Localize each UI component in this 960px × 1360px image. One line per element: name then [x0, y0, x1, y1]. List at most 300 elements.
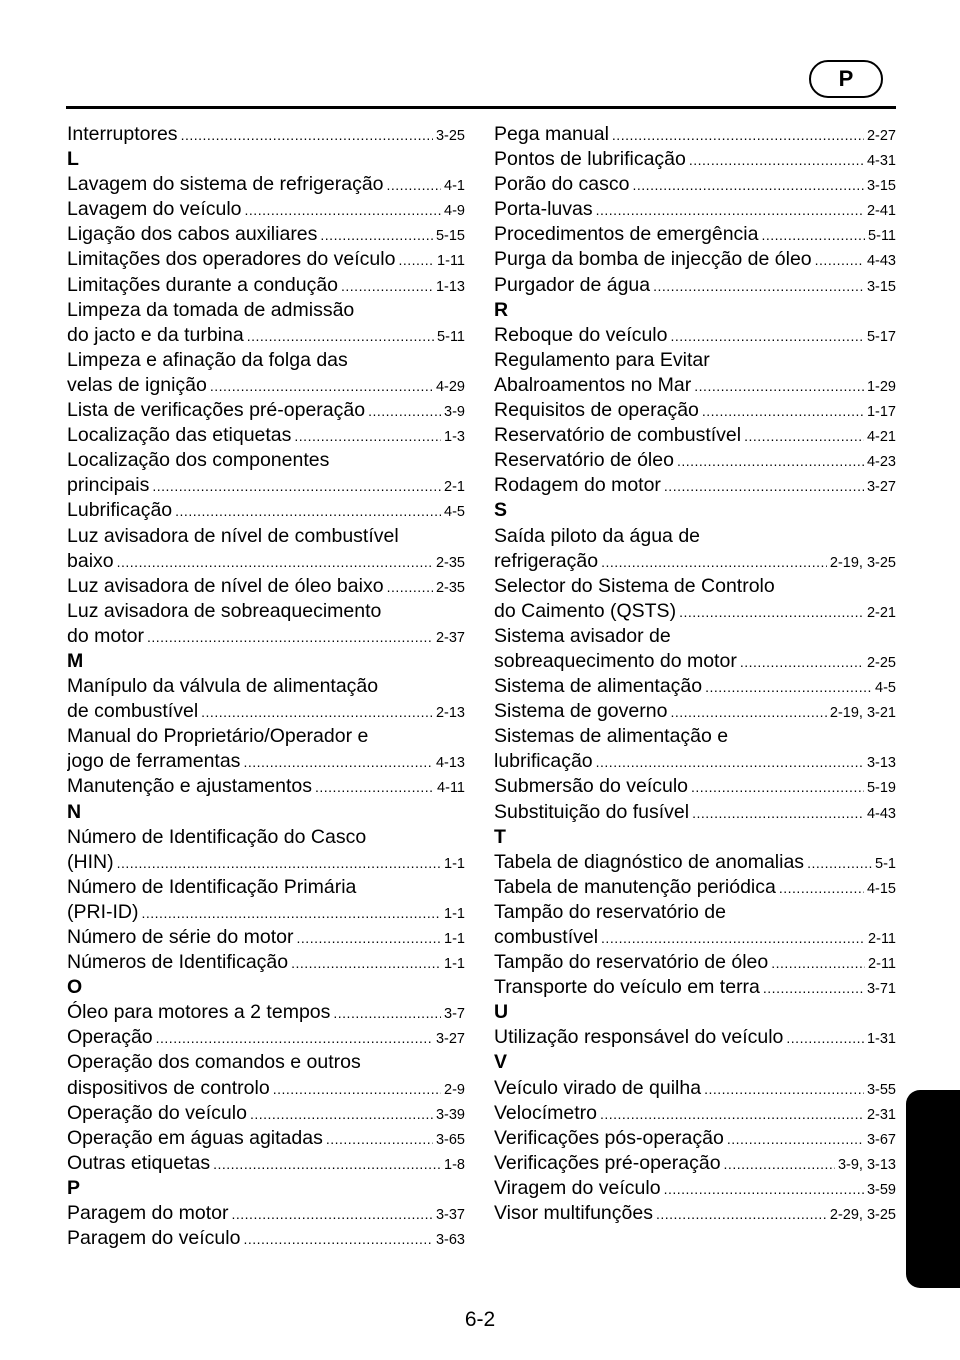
header-divider — [66, 106, 896, 109]
index-entry-text: Saída piloto da água de — [494, 524, 701, 547]
index-entry-text: Lavagem do sistema de refrigeração — [67, 173, 384, 196]
index-entry — [494, 975, 896, 1000]
dot-leader — [181, 123, 433, 147]
index-entry — [67, 1101, 465, 1126]
index-entry-continuation — [67, 524, 465, 549]
index-entry-page: 3-15 — [866, 278, 896, 295]
index-letter: V — [494, 1051, 508, 1074]
index-entry-text: Localização dos componentes — [67, 449, 330, 472]
dot-leader — [250, 1102, 433, 1126]
dot-leader — [600, 1102, 864, 1126]
index-entry-page: 4-1 — [444, 178, 465, 195]
index-entry-page: 1-17 — [866, 404, 896, 421]
dot-leader — [670, 700, 826, 724]
index-entry-page: 3-65 — [435, 1131, 465, 1148]
index-entry-text: Pontos de lubrificação — [494, 148, 686, 171]
dot-leader — [596, 198, 864, 222]
index-entry-page: 4-5 — [444, 504, 465, 521]
index-entry-text: Tabela de manutenção periódica — [494, 875, 776, 898]
index-entry-page: 1-1 — [444, 931, 465, 947]
page-number: 6-2 — [464, 1308, 496, 1331]
dot-leader — [297, 926, 442, 950]
dot-leader — [117, 550, 433, 574]
index-entry-continuation — [494, 624, 896, 649]
index-entry-page: 3-9, 3-13 — [837, 1156, 896, 1173]
index-entry-continuation — [67, 599, 465, 624]
index-entry — [67, 423, 465, 448]
index-entry — [494, 1101, 896, 1126]
index-entry — [67, 1201, 465, 1226]
index-entry — [67, 1025, 465, 1050]
index-entry-page: 2-11 — [868, 956, 896, 973]
index-entry-text: Rodagem do motor — [494, 474, 661, 497]
dot-leader — [245, 198, 442, 222]
index-entry-text: Operação dos comandos e outros — [67, 1051, 361, 1074]
index-entry-text: do jacto e da turbina — [67, 323, 244, 346]
dot-leader — [210, 374, 433, 398]
dot-leader — [727, 1127, 864, 1151]
dot-leader — [633, 173, 864, 197]
index-entry — [494, 850, 896, 875]
index-entry — [67, 950, 465, 975]
index-letter: P — [67, 1176, 81, 1199]
index-entry — [494, 423, 896, 448]
index-entry — [67, 398, 465, 423]
index-entry-continuation — [67, 1050, 465, 1075]
index-entry — [494, 1151, 896, 1176]
index-entry — [494, 172, 896, 197]
index-entry-text: Sistemas de alimentação e — [494, 725, 729, 748]
index-entry — [67, 273, 465, 298]
index-entry-page: 3-25 — [435, 128, 465, 144]
index-entry-text: Lubrificação — [67, 499, 173, 522]
index-entry-text: Sistema de alimentação — [494, 675, 703, 698]
index-entry — [67, 1076, 465, 1101]
index-entry-page: 1-8 — [444, 1156, 465, 1173]
index-entry — [67, 574, 465, 599]
dot-leader — [315, 775, 434, 799]
index-letter-heading — [67, 147, 465, 172]
index-letter: T — [494, 825, 506, 848]
index-entry — [494, 875, 896, 900]
index-entry — [494, 1201, 896, 1226]
index-entry-text: do motor — [67, 624, 144, 647]
index-entry-text: Operação em águas agitadas — [67, 1126, 323, 1149]
index-entry-text: Manípulo da válvula de alimentação — [67, 675, 379, 698]
index-entry-page: 1-31 — [866, 1031, 896, 1048]
index-entry-text: lubrificação — [494, 750, 593, 773]
index-entry-text: Purga da bomba de injecção de óleo — [494, 248, 812, 271]
index-column-left — [67, 122, 465, 1251]
dot-leader — [398, 248, 434, 272]
index-entry-text: Submersão do veículo — [494, 775, 689, 798]
index-entry — [67, 850, 465, 875]
index-entry-page: 3-59 — [866, 1181, 896, 1198]
dot-leader — [761, 223, 865, 247]
index-entry-page: 3-71 — [866, 981, 896, 998]
dot-leader — [763, 976, 864, 1000]
index-entry-page: 1-1 — [444, 956, 465, 973]
index-letter-heading — [494, 1050, 896, 1075]
index-entry-page: 3-39 — [435, 1106, 465, 1123]
dot-leader — [243, 750, 433, 774]
index-entry-text: Limpeza da tomada de admissão — [67, 298, 355, 321]
index-entry-continuation — [67, 825, 465, 850]
index-entry-text: Limitações dos operadores do veículo — [67, 248, 396, 271]
dot-leader — [653, 274, 864, 298]
index-entry-page: 2-41 — [866, 203, 896, 220]
index-entry — [67, 122, 465, 147]
index-entry-text: Ligação dos cabos auxiliares — [67, 223, 318, 246]
index-entry — [494, 1076, 896, 1101]
index-letter-heading — [494, 498, 896, 523]
index-entry — [494, 448, 896, 473]
dot-leader — [786, 1026, 864, 1050]
index-entry-page: 2-25 — [866, 654, 896, 671]
index-entry-text: dispositivos de controlo — [67, 1076, 270, 1099]
index-entry-text: Tabela de diagnóstico de anomalias — [494, 850, 805, 873]
dot-leader — [702, 399, 864, 423]
index-entry-page: 1-3 — [444, 429, 465, 446]
index-entry-text: Sistema avisador de — [494, 624, 671, 647]
dot-leader — [294, 424, 441, 448]
index-entry-page: 4-11 — [437, 780, 465, 797]
index-entry-page: 4-15 — [866, 880, 896, 897]
dot-leader — [664, 474, 864, 498]
index-entry — [494, 373, 896, 398]
index-entry — [67, 473, 465, 498]
index-entry — [67, 774, 465, 799]
index-entry-text: Limpeza e afinação da folga das — [67, 348, 348, 371]
index-letter: O — [67, 976, 83, 999]
index-entry-text: Lista de verificações pré-operação — [67, 399, 366, 422]
index-entry-text: Manual do Proprietário/Operador e — [67, 725, 369, 748]
index-entry-page: 3-27 — [866, 479, 896, 496]
dot-leader — [201, 700, 433, 724]
index-entry-continuation — [494, 900, 896, 925]
index-entry-continuation — [67, 298, 465, 323]
index-entry-page: 3-9 — [444, 404, 465, 421]
index-entry-page: 3-63 — [435, 1232, 465, 1249]
index-entry-text: Número de Identificação Primária — [67, 875, 357, 898]
index-entry-text: sobreaquecimento do motor — [494, 649, 737, 672]
index-entry-text: Abalroamentos no Mar — [494, 373, 692, 396]
dot-leader — [779, 876, 864, 900]
index-entry — [67, 699, 465, 724]
index-letter: R — [494, 298, 509, 321]
section-letter: P — [838, 66, 854, 91]
index-entry — [67, 1000, 465, 1025]
dot-leader — [387, 173, 442, 197]
index-letter-heading — [494, 825, 896, 850]
index-entry-page: 3-7 — [444, 1006, 465, 1023]
index-entry-page: 5-15 — [435, 228, 465, 245]
index-entry-page: 4-43 — [866, 253, 896, 270]
index-entry-continuation — [67, 448, 465, 473]
index-entry-text: Selector do Sistema de Controlo — [494, 574, 775, 597]
dot-leader — [705, 675, 872, 699]
index-entry — [67, 1151, 465, 1176]
index-entry — [67, 900, 465, 925]
dot-leader — [815, 248, 864, 272]
index-entry-text: Substituição do fusível — [494, 800, 690, 823]
index-letter: U — [494, 1001, 509, 1024]
dot-leader — [333, 1001, 441, 1025]
index-entry-text: Transporte do veículo em terra — [494, 976, 760, 999]
index-entry — [494, 147, 896, 172]
index-entry-text: (PRI-ID) — [67, 900, 139, 923]
index-entry-text: Veículo virado de quilha — [494, 1076, 702, 1099]
index-entry — [494, 774, 896, 799]
index-entry-page: 5-11 — [437, 328, 465, 345]
index-letter: S — [494, 499, 508, 522]
index-entry-text: (HIN) — [67, 850, 114, 873]
index-entry-text: Reservatório de óleo — [494, 449, 674, 472]
index-entry — [494, 549, 896, 574]
index-entry-text: Visor multifunções — [494, 1202, 653, 1225]
index-entry-text: Reboque do veículo — [494, 323, 668, 346]
dot-leader — [152, 474, 441, 498]
dot-leader — [232, 1202, 433, 1226]
index-entry-text: Operação — [67, 1026, 153, 1049]
index-entry-text: Número de Identificação do Casco — [67, 825, 367, 848]
index-entry — [494, 800, 896, 825]
dot-leader — [156, 1026, 433, 1050]
index-entry-text: Paragem do veículo — [67, 1227, 241, 1250]
dot-leader — [326, 1127, 433, 1151]
section-thumb-tab — [906, 1090, 960, 1288]
index-entry-text: Outras etiquetas — [67, 1151, 211, 1174]
index-entry-page: 4-5 — [875, 680, 896, 697]
index-entry-text: Luz avisadora de nível de óleo baixo — [67, 574, 384, 597]
dot-leader — [601, 926, 865, 950]
dot-leader — [704, 1077, 864, 1101]
index-entry-text: velas de ignição — [67, 373, 207, 396]
index-entry — [67, 624, 465, 649]
index-entry-page: 2-19, 3-25 — [829, 554, 896, 571]
index-entry-text: do Caimento (QSTS) — [494, 599, 677, 622]
index-letter: L — [67, 148, 79, 171]
dot-leader — [601, 550, 827, 574]
index-column-right — [494, 122, 896, 1226]
index-entry-page: 5-1 — [875, 855, 896, 872]
dot-leader — [175, 499, 441, 523]
index-entry-text: Números de Identificação — [67, 951, 289, 974]
index-entry-page: 5-19 — [866, 780, 896, 797]
dot-leader — [740, 650, 864, 674]
index-letter-heading — [67, 649, 465, 674]
index-entry — [494, 122, 896, 147]
index-entry-text: Localização das etiquetas — [67, 424, 292, 447]
dot-leader — [679, 600, 864, 624]
index-entry-text: Tampão do reservatório de óleo — [494, 951, 769, 974]
index-entry-continuation — [494, 348, 896, 373]
index-letter-heading — [67, 1176, 465, 1201]
index-letter-heading — [494, 1000, 896, 1025]
index-entry-page: 4-9 — [444, 203, 465, 220]
index-entry — [494, 398, 896, 423]
index-entry-text: Interruptores — [67, 123, 178, 145]
dot-leader — [147, 625, 433, 649]
index-entry-text: Verificações pré-operação — [494, 1151, 721, 1174]
index-entry — [494, 247, 896, 272]
index-entry-text: Verificações pós-operação — [494, 1126, 724, 1149]
index-entry-text: Luz avisadora de sobreaquecimento — [67, 599, 382, 622]
dot-leader — [689, 148, 864, 172]
dot-leader — [670, 324, 864, 348]
dot-leader — [387, 575, 433, 599]
dot-leader — [341, 274, 433, 298]
index-entry-page: 2-35 — [435, 554, 465, 571]
index-entry — [494, 1025, 896, 1050]
index-entry-text: Tampão do reservatório de — [494, 900, 726, 923]
dot-leader — [656, 1202, 827, 1226]
index-entry-text: Purgador de água — [494, 273, 651, 296]
index-entry — [494, 950, 896, 975]
index-entry-page: 1-29 — [866, 378, 896, 395]
index-entry — [494, 473, 896, 498]
dot-leader — [612, 123, 864, 147]
dot-leader — [596, 750, 864, 774]
index-entry-continuation — [67, 674, 465, 699]
dot-leader — [724, 1152, 835, 1176]
index-entry-text: Lavagem do veículo — [67, 198, 242, 221]
index-letter: M — [67, 649, 84, 672]
index-entry-page: 4-23 — [866, 454, 896, 471]
index-entry-page: 2-37 — [435, 629, 465, 646]
index-entry-text: Velocímetro — [494, 1101, 597, 1124]
index-entry-page: 4-43 — [866, 805, 896, 822]
index-entry-page: 4-31 — [866, 153, 896, 170]
index-entry-text: Sistema de governo — [494, 700, 668, 723]
index-entry-page: 2-29, 3-25 — [829, 1207, 896, 1224]
index-entry-text: Pega manual — [494, 123, 609, 145]
index-entry-text: refrigeração — [494, 549, 599, 572]
index-entry — [67, 549, 465, 574]
index-entry-text: Viragem do veículo — [494, 1176, 661, 1199]
index-entry-continuation — [494, 524, 896, 549]
index-entry-continuation — [494, 574, 896, 599]
index-letter-heading — [494, 298, 896, 323]
dot-leader — [273, 1077, 441, 1101]
index-entry-continuation — [67, 724, 465, 749]
index-entry — [67, 197, 465, 222]
index-entry-text: Luz avisadora de nível de combustível — [67, 524, 399, 547]
index-entry-text: Óleo para motores a 2 tempos — [67, 1001, 331, 1024]
dot-leader — [117, 851, 441, 875]
index-entry-page: 2-13 — [435, 705, 465, 722]
index-entry — [494, 649, 896, 674]
index-entry-text: Paragem do motor — [67, 1202, 229, 1225]
index-entry — [67, 247, 465, 272]
index-entry-page: 3-55 — [866, 1081, 896, 1098]
index-entry — [67, 1126, 465, 1151]
index-entry-continuation — [67, 348, 465, 373]
index-entry-text: Requisitos de operação — [494, 399, 699, 422]
dot-leader — [243, 1227, 433, 1251]
index-entry-page: 3-67 — [866, 1131, 896, 1148]
index-entry — [494, 197, 896, 222]
dot-leader — [247, 324, 434, 348]
index-entry-page: 2-11 — [868, 931, 896, 947]
index-entry — [67, 749, 465, 774]
dot-leader — [291, 951, 441, 975]
index-entry — [494, 699, 896, 724]
index-entry — [494, 273, 896, 298]
index-entry-text: Porta-luvas — [494, 198, 593, 221]
index-entry-text: Utilização responsável do veículo — [494, 1026, 784, 1049]
dot-leader — [744, 424, 864, 448]
index-entry-text: Regulamento para Evitar — [494, 348, 710, 371]
index-entry — [494, 599, 896, 624]
index-entry-text: Porão do casco — [494, 173, 630, 196]
section-letter-badge — [809, 60, 883, 98]
index-entry-text: Número de série do motor — [67, 926, 294, 948]
dot-leader — [807, 851, 872, 875]
index-entry-continuation — [67, 875, 465, 900]
index-entry-page: 5-11 — [868, 228, 896, 245]
index-entry-page: 3-37 — [435, 1207, 465, 1224]
index-entry-page: 3-15 — [866, 178, 896, 195]
index-entry — [67, 1226, 465, 1251]
index-entry-page: 1-1 — [444, 905, 465, 922]
index-entry-text: Manutenção e ajustamentos — [67, 775, 312, 798]
index-entry-page: 1-13 — [435, 278, 465, 295]
index-entry-page: 3-27 — [435, 1031, 465, 1048]
index-entry — [494, 1176, 896, 1201]
index-entry-text: Operação do veículo — [67, 1101, 247, 1124]
index-entry-page: 4-13 — [435, 755, 465, 772]
index-letter: N — [67, 800, 82, 823]
index-entry-page: 3-13 — [866, 755, 896, 772]
index-entry-page: 4-29 — [435, 378, 465, 395]
dot-leader — [320, 223, 433, 247]
dot-leader — [213, 1152, 441, 1176]
index-entry-page: 2-31 — [866, 1106, 896, 1123]
index-entry — [67, 925, 465, 950]
index-entry-text: combustível — [494, 926, 599, 948]
index-entry — [67, 222, 465, 247]
index-entry-continuation — [494, 724, 896, 749]
index-entry — [67, 172, 465, 197]
index-entry — [494, 1126, 896, 1151]
index-entry-page: 5-17 — [866, 328, 896, 345]
index-letter-heading — [67, 800, 465, 825]
index-entry-page: 1-11 — [437, 253, 465, 270]
index-entry-page: 2-19, 3-21 — [829, 705, 896, 722]
index-entry — [67, 498, 465, 523]
index-entry-text: Procedimentos de emergência — [494, 223, 759, 246]
index-entry-text: jogo de ferramentas — [67, 750, 241, 773]
index-entry — [67, 323, 465, 348]
dot-leader — [368, 399, 441, 423]
index-entry-page: 1-1 — [444, 855, 465, 872]
index-entry-text: de combustível — [67, 700, 199, 723]
dot-leader — [691, 775, 864, 799]
dot-leader — [692, 801, 864, 825]
index-entry-page: 2-1 — [444, 479, 465, 496]
index-entry-text: baixo — [67, 549, 114, 572]
index-entry — [494, 323, 896, 348]
index-entry — [494, 674, 896, 699]
index-entry — [494, 222, 896, 247]
index-entry-page: 2-9 — [444, 1081, 465, 1098]
index-entry — [494, 925, 896, 950]
index-entry — [494, 749, 896, 774]
dot-leader — [142, 901, 442, 925]
dot-leader — [771, 951, 865, 975]
index-entry-page: 2-35 — [435, 579, 465, 596]
